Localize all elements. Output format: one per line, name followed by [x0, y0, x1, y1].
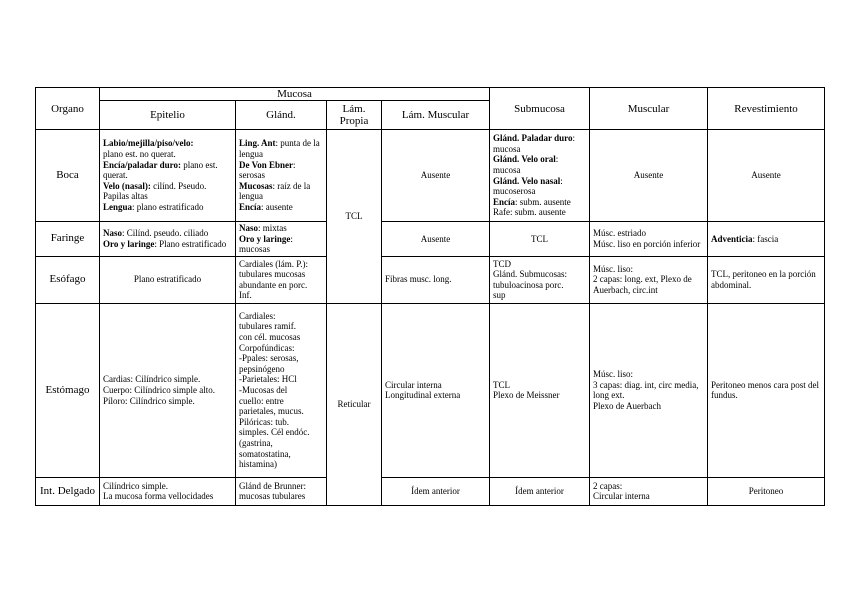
cell-estomago-epitelio: Cardias: Cilíndrico simple. Cuerpo: Cilíndrico simple alto. Píloro: Cilíndrico simple.: [100, 303, 236, 477]
table-row-boca: [36, 130, 825, 222]
cell-boca-lam-propia: TCL: [327, 130, 382, 304]
cell-int-delgado-submucosa: Ídem anterior: [490, 477, 590, 505]
cell-boca-revestimiento: Ausente: [708, 130, 825, 222]
cell-boca-lam-muscular: Ausente: [382, 130, 490, 222]
cell-boca-muscular: Ausente: [590, 130, 708, 222]
cell-esofago-revestimiento: TCL, peritoneo en la porción abdominal.: [708, 256, 825, 303]
table-row-estomago: [36, 303, 825, 477]
cell-estomago-submucosa: TCL Plexo de Meissner: [490, 303, 590, 477]
cell-esofago-epitelio: Plano estratificado: [100, 256, 236, 303]
header-lam-propia: Lám. Propia: [327, 101, 382, 130]
header-submucosa: Submucosa: [490, 88, 590, 130]
cell-faringe-revestimiento: Adventicia: fascia: [708, 222, 825, 257]
header-gland: Glánd.: [236, 101, 327, 130]
header-mucosa: Mucosa: [100, 88, 490, 101]
cell-faringe-gland: Naso: mixtas Oro y laringe: mucosas: [236, 222, 327, 257]
cell-int-delgado-revestimiento: Peritoneo: [708, 477, 825, 505]
cell-estomago-revestimiento: Peritoneo menos cara post del fundus.: [708, 303, 825, 477]
cell-estomago-lam-muscular: Circular interna Longitudinal externa: [382, 303, 490, 477]
cell-estomago-muscular: Músc. liso: 3 capas: diag. int, circ media, long ext. Plexo de Auerbach: [590, 303, 708, 477]
header-lam-muscular: Lám. Muscular: [382, 101, 490, 130]
header-organo: Organo: [36, 88, 100, 130]
cell-int-delgado-muscular: 2 capas: Circular interna: [590, 477, 708, 505]
cell-boca-submucosa: Glánd. Paladar duro: mucosa Glánd. Velo oral: mucosa Glánd. Velo nasal: mucoserosa Encía: subm. ausente Rafe: subm. ausente: [490, 130, 590, 222]
table-row-faringe: [36, 222, 825, 257]
cell-esofago-gland: Cardiales (lám. P.): tubulares mucosas abundante en porc. Inf.: [236, 256, 327, 303]
cell-int-delgado-gland: Glánd de Brunner: mucosas tubulares: [236, 477, 327, 505]
organ-esofago: Esófago: [36, 256, 100, 303]
organ-faringe: Faringe: [36, 222, 100, 257]
cell-int-delgado-lam-muscular: Ídem anterior: [382, 477, 490, 505]
organ-boca: Boca: [36, 130, 100, 222]
header-revestimiento: Revestimiento: [708, 88, 825, 130]
histology-table: [35, 87, 825, 506]
header-muscular: Muscular: [590, 88, 708, 130]
cell-int-delgado-epitelio: Cilíndrico simple. La mucosa forma vellocidades: [100, 477, 236, 505]
cell-esofago-muscular: Músc. liso: 2 capas: long. ext, Plexo de Auerbach, circ.int: [590, 256, 708, 303]
cell-esofago-submucosa: TCD Glánd. Submucosas: tubuloacinosa porc. sup: [490, 256, 590, 303]
organ-estomago: Estómago: [36, 303, 100, 477]
cell-faringe-epitelio: Naso: Cilínd. pseudo. ciliado Oro y laringe: Plano estratificado: [100, 222, 236, 257]
header-epitelio: Epitelio: [100, 101, 236, 130]
cell-faringe-muscular: Músc. estriado Músc. liso en porción inferior: [590, 222, 708, 257]
cell-estomago-lam-propia: Reticular: [327, 303, 382, 505]
cell-boca-epitelio: Labio/mejilla/piso/velo: plano est. no querat. Encía/paladar duro: plano est. querat. Velo (nasal): cilínd. Pseudo. Papilas altas Lengua: plano estratificado: [100, 130, 236, 222]
table-row-esofago: [36, 256, 825, 303]
cell-esofago-lam-muscular: Fibras musc. long.: [382, 256, 490, 303]
table-row-int-delgado: [36, 477, 825, 505]
cell-faringe-submucosa: TCL: [490, 222, 590, 257]
cell-faringe-lam-muscular: Ausente: [382, 222, 490, 257]
cell-boca-gland: Ling. Ant: punta de la lengua De Von Ebner: serosas Mucosas: raíz de la lengua Encía: ausente: [236, 130, 327, 222]
organ-int-delgado: Int. Delgado: [36, 477, 100, 505]
cell-estomago-gland: Cardiales: tubulares ramif. con cél. mucosas Corpofúndicas: -Ppales: serosas, pepsinógeno -Parietales: HCl -Mucosas del cuello: entre parietales, mucus. Pilóricas: tub. simples. Cél endóc. (gastrina, somatostatina, histamina): [236, 303, 327, 477]
